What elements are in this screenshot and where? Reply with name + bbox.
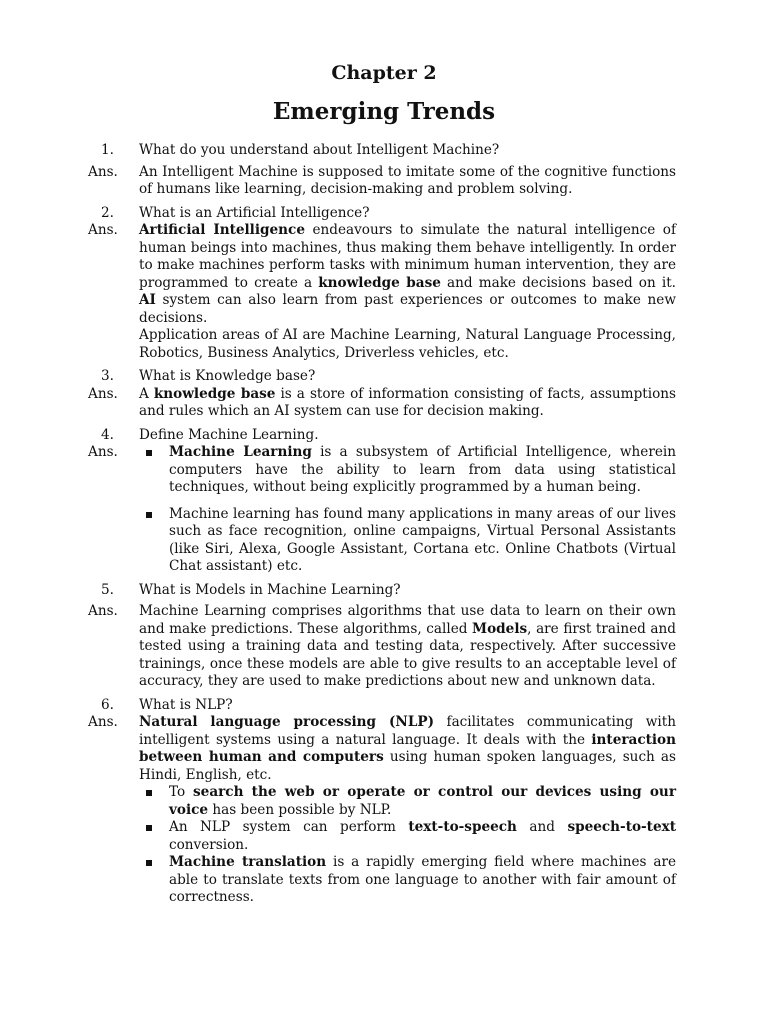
bullet-marker: [146, 860, 152, 866]
answer-text: An Intelligent Machine is supposed to imitate some of the cognitive functions of humans like learning, decision-making and problem solving.: [139, 163, 676, 197]
question-5: [88, 582, 676, 600]
question-3: [88, 368, 676, 386]
ans-label: Ans.: [88, 603, 118, 619]
qa-list: [88, 142, 676, 907]
bullet-item: To search the web or operate or control our devices using our voice has been possible by NLP.: [139, 784, 676, 819]
chapter-heading: Chapter 2: [331, 62, 437, 84]
ans-label: Ans.: [88, 163, 118, 180]
answer-5: [88, 603, 676, 691]
answer-text: A knowledge base is a store of information consisting of facts, assumptions and rules which an AI system can use for decision making.: [139, 385, 676, 419]
question-text: What do you understand about Intelligent Machine?: [139, 142, 500, 158]
question-number: 3.: [101, 368, 114, 384]
answer-text: Machine Learning comprises algorithms that use data to learn on their own and make predictions. These algorithms, called Models, are first trained and tested using a training data and testing data, respectively. After successive trainings, once these models are able to give results to an acceptable level of accuracy, they are used to make predictions about new and unknown data.: [139, 603, 676, 689]
question-6: [88, 697, 676, 715]
answer-2: [88, 222, 676, 362]
answer-extra-text: Application areas of AI are Machine Learning, Natural Language Processing, Robotics, Business Analytics, Driverless vehicles, etc.: [139, 327, 676, 361]
answer-4: [88, 444, 676, 576]
bullet-marker: [146, 825, 152, 831]
question-number: 2.: [101, 204, 114, 221]
question-text: What is Knowledge base?: [139, 368, 316, 384]
question-2: [88, 205, 676, 223]
bullet-marker: [146, 450, 152, 456]
question-text: Define Machine Learning.: [139, 426, 319, 443]
question-1: [88, 142, 676, 160]
bullet-item: Machine translation is a rapidly emerging field where machines are able to translate texts from one language to another with fair amount of correctness.: [139, 854, 676, 907]
bullet-marker: [146, 512, 152, 518]
bullet-marker: [146, 790, 152, 796]
question-4: [88, 427, 676, 445]
page-title: Emerging Trends: [272, 98, 496, 125]
question-text: What is an Artificial Intelligence?: [139, 204, 370, 221]
ans-label: Ans.: [88, 222, 118, 238]
question-number: 4.: [101, 426, 114, 443]
ans-label: Ans.: [88, 714, 118, 730]
answer-text: Natural language processing (NLP) facilitates communicating with intelligent systems using a natural language. It deals with the interaction between human and computers using human spoken languages, such as Hindi, English, etc.: [139, 714, 676, 783]
ans-label: Ans.: [88, 385, 118, 402]
bullet-item: An NLP system can perform text-to-speech and speech-to-text conversion.: [139, 819, 676, 854]
question-text: What is NLP?: [139, 696, 233, 713]
question-number: 5.: [101, 581, 114, 598]
answer-1: [88, 164, 676, 199]
answer-6: [88, 714, 676, 907]
question-number: 1.: [101, 142, 114, 158]
question-number: 6.: [101, 696, 114, 713]
answer-3: [88, 386, 676, 421]
bullet-item: Machine learning has found many applications in many areas of our lives such as face recognition, online campaigns, Virtual Personal Assistants (like Siri, Alexa, Google Assistant, Cortana etc. Online Chatbots (Virtual Chat assistant) etc.: [139, 506, 676, 576]
ans-label: Ans.: [88, 444, 118, 460]
bullet-item: Machine Learning is a subsystem of Artificial Intelligence, wherein computers have the ability to learn from data using statistical techniques, without being explicitly programmed by a human being.: [139, 444, 676, 497]
question-text: What is Models in Machine Learning?: [139, 581, 401, 598]
answer-text: Artificial Intelligence endeavours to simulate the natural intelligence of human beings into machines, thus making them behave intelligently. In order to make machines perform tasks with minimum human intervention, they are programmed to create a knowledge base and make decisions based on it. AI system can also learn from past experiences or outcomes to make new decisions.: [139, 222, 676, 326]
